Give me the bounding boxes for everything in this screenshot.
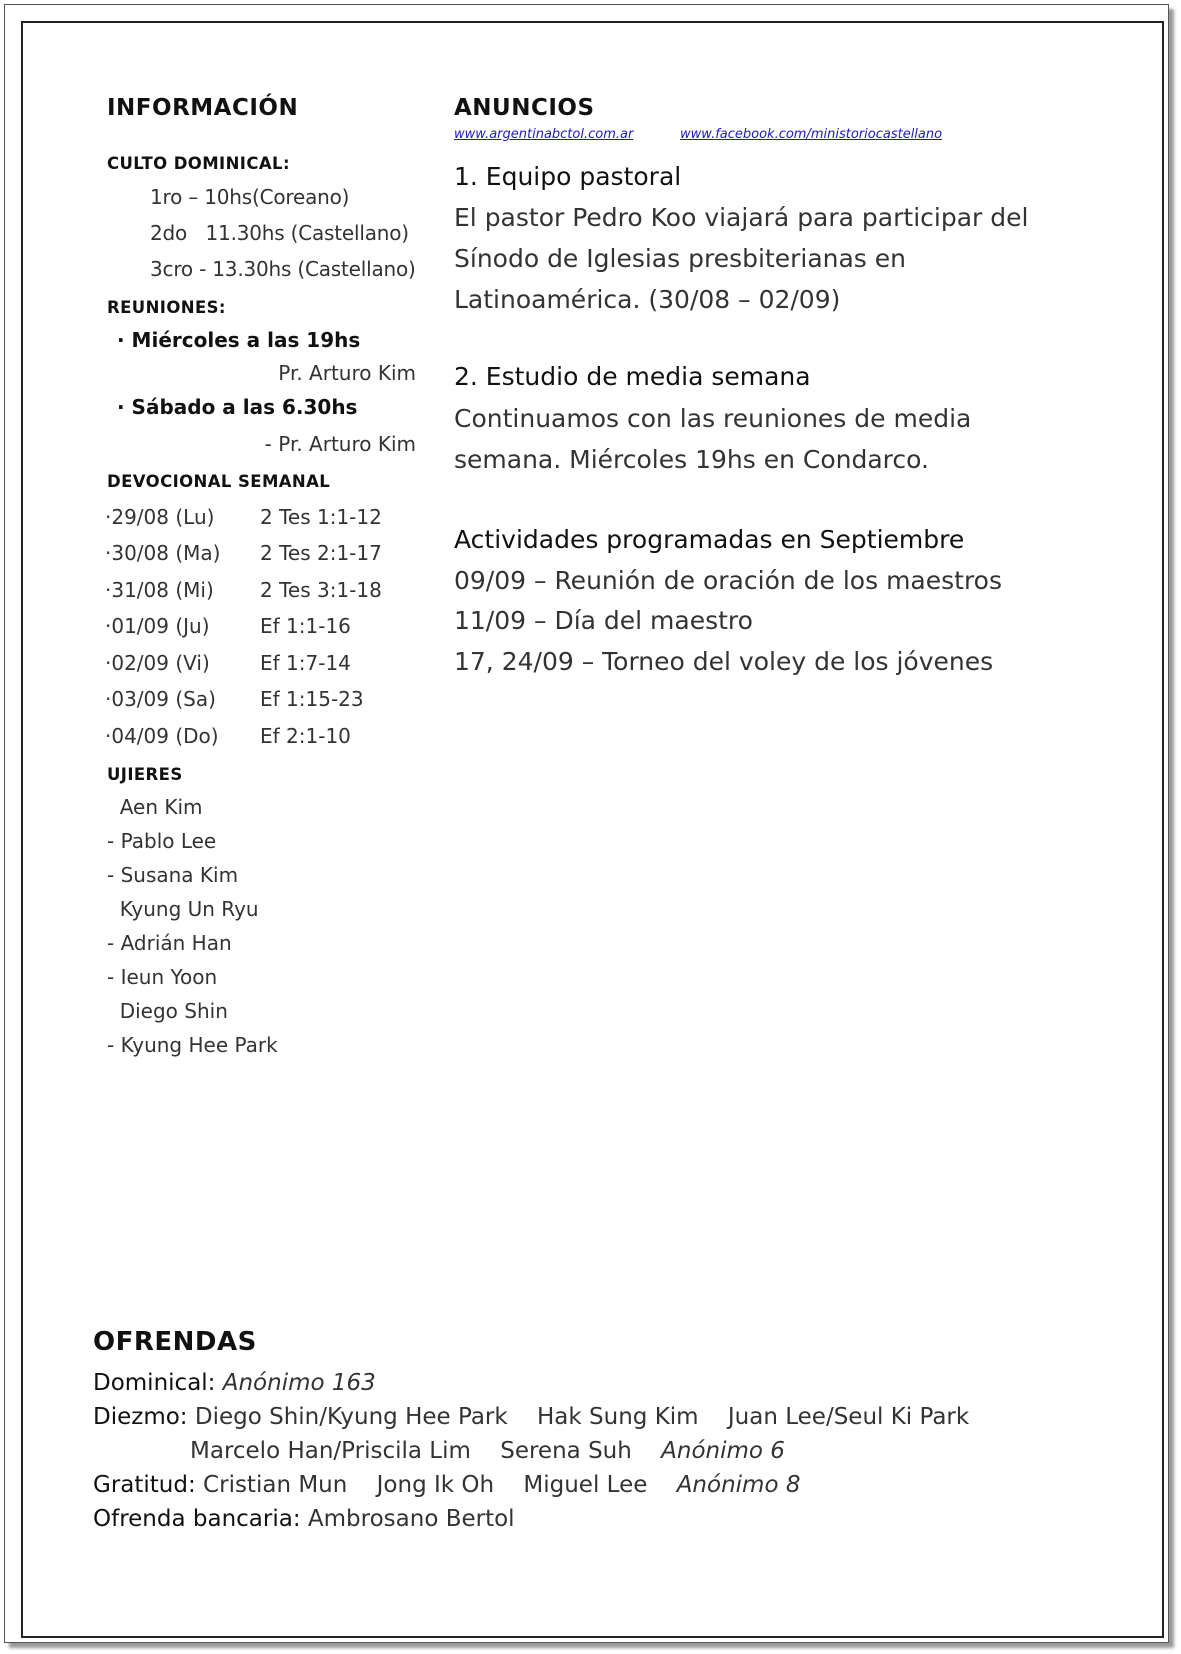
devocional-date: ·29/08 (Lu): [105, 505, 215, 529]
ofrenda-label: Ofrenda bancaria:: [93, 1506, 301, 1532]
devocional-date: ·03/09 (Sa): [105, 687, 216, 711]
donor-name: Serena Suh: [500, 1438, 632, 1464]
culto-label: CULTO DOMINICAL:: [107, 154, 290, 173]
website-link[interactable]: www.argentinabctol.com.ar: [454, 127, 634, 142]
devocional-ref: Ef 1:7-14: [260, 651, 351, 675]
ofrenda-diezmo-cont: [190, 1438, 785, 1464]
devocional-ref: 2 Tes 2:1-17: [260, 541, 382, 565]
devocional-date: ·31/08 (Mi): [105, 578, 214, 602]
ujieres-label: UJIERES: [107, 765, 183, 784]
info-heading: INFORMACIÓN: [107, 95, 299, 121]
donor-name: Juan Lee/Seul Ki Park: [727, 1404, 970, 1430]
donor-name: Ambrosano Bertol: [307, 1506, 515, 1532]
devocional-ref: 2 Tes 1:1-12: [260, 505, 382, 529]
devocional-ref: Ef 1:15-23: [260, 687, 364, 711]
ujier-name: - Pablo Lee: [107, 829, 217, 853]
donor-name: Diego Shin/Kyung Hee Park: [194, 1404, 508, 1430]
devocional-ref: 2 Tes 3:1-18: [260, 578, 382, 602]
ujier-name: - Kyung Hee Park: [107, 1033, 278, 1057]
devocional-ref: Ef 1:1-16: [260, 614, 351, 638]
anuncios-heading: ANUNCIOS: [454, 95, 595, 121]
ujier-name: Kyung Un Ryu: [107, 897, 259, 921]
ofrenda-gratitud: [93, 1472, 800, 1498]
devocional-date: ·04/09 (Do): [105, 724, 219, 748]
culto-line: 1ro – 10hs(Coreano): [150, 185, 350, 209]
ofrenda-bancaria: [93, 1506, 515, 1532]
donor-name: Hak Sung Kim: [537, 1404, 699, 1430]
devocional-label: DEVOCIONAL SEMANAL: [107, 472, 331, 491]
donor-name: Marcelo Han/Priscila Lim: [190, 1438, 471, 1464]
ofrenda-dominical: [93, 1370, 376, 1396]
devocional-date: ·01/09 (Ju): [105, 614, 210, 638]
ofrenda-label: Diezmo:: [93, 1404, 188, 1430]
devocional-date: ·30/08 (Ma): [105, 541, 221, 565]
ofrenda-diezmo: [93, 1404, 991, 1430]
ujier-name: - Susana Kim: [107, 863, 239, 887]
donor-name: Miguel Lee: [523, 1472, 648, 1498]
actividades-title: Actividades programadas en Septiembre: [454, 525, 965, 554]
devocional-ref: Ef 2:1-10: [260, 724, 351, 748]
actividad-line: 11/09 – Día del maestro: [454, 606, 753, 635]
reunion-title: · Sábado a las 6.30hs: [117, 395, 358, 419]
ujier-name: - Ieun Yoon: [107, 965, 218, 989]
reunion-leader: Pr. Arturo Kim: [278, 361, 416, 385]
culto-line: 2do 11.30hs (Castellano): [150, 221, 409, 245]
anonymous-entry: Anónimo 6: [661, 1438, 785, 1464]
reunion-leader: - Pr. Arturo Kim: [264, 432, 416, 456]
anonymous-entry: Anónimo 8: [676, 1472, 801, 1498]
announcement-title: 1. Equipo pastoral: [454, 162, 682, 191]
devocional-date: ·02/09 (Vi): [105, 651, 210, 675]
ofrendas-heading: OFRENDAS: [93, 1327, 257, 1357]
reunion-title: · Miércoles a las 19hs: [117, 328, 361, 352]
ujier-name: Aen Kim: [107, 795, 203, 819]
actividad-line: 09/09 – Reunión de oración de los maestros: [454, 566, 1002, 595]
ujier-name: - Adrián Han: [107, 931, 232, 955]
ofrenda-label: Dominical:: [93, 1370, 216, 1396]
donor-name: Jong Ik Oh: [376, 1472, 495, 1498]
announcement-body: Continuamos con las reuniones de media semana. Miércoles 19hs en Condarco.: [454, 404, 972, 474]
announcement-title: 2. Estudio de media semana: [454, 362, 811, 391]
culto-line: 3cro - 13.30hs (Castellano): [150, 257, 416, 281]
facebook-link[interactable]: www.facebook.com/ministoriocastellano: [680, 127, 943, 142]
anonymous-entry: Anónimo 163: [222, 1370, 376, 1396]
donor-name: Cristian Mun: [203, 1472, 348, 1498]
ujier-name: Diego Shin: [107, 999, 228, 1023]
actividad-line: 17, 24/09 – Torneo del voley de los jóvenes: [454, 647, 994, 676]
ofrenda-label: Gratitud:: [93, 1472, 196, 1498]
reuniones-label: REUNIONES:: [107, 298, 226, 317]
announcement-body: El pastor Pedro Koo viajará para participar del Sínodo de Iglesias presbiterianas en Latinoamérica. (30/08 – 02/09): [454, 203, 1029, 314]
